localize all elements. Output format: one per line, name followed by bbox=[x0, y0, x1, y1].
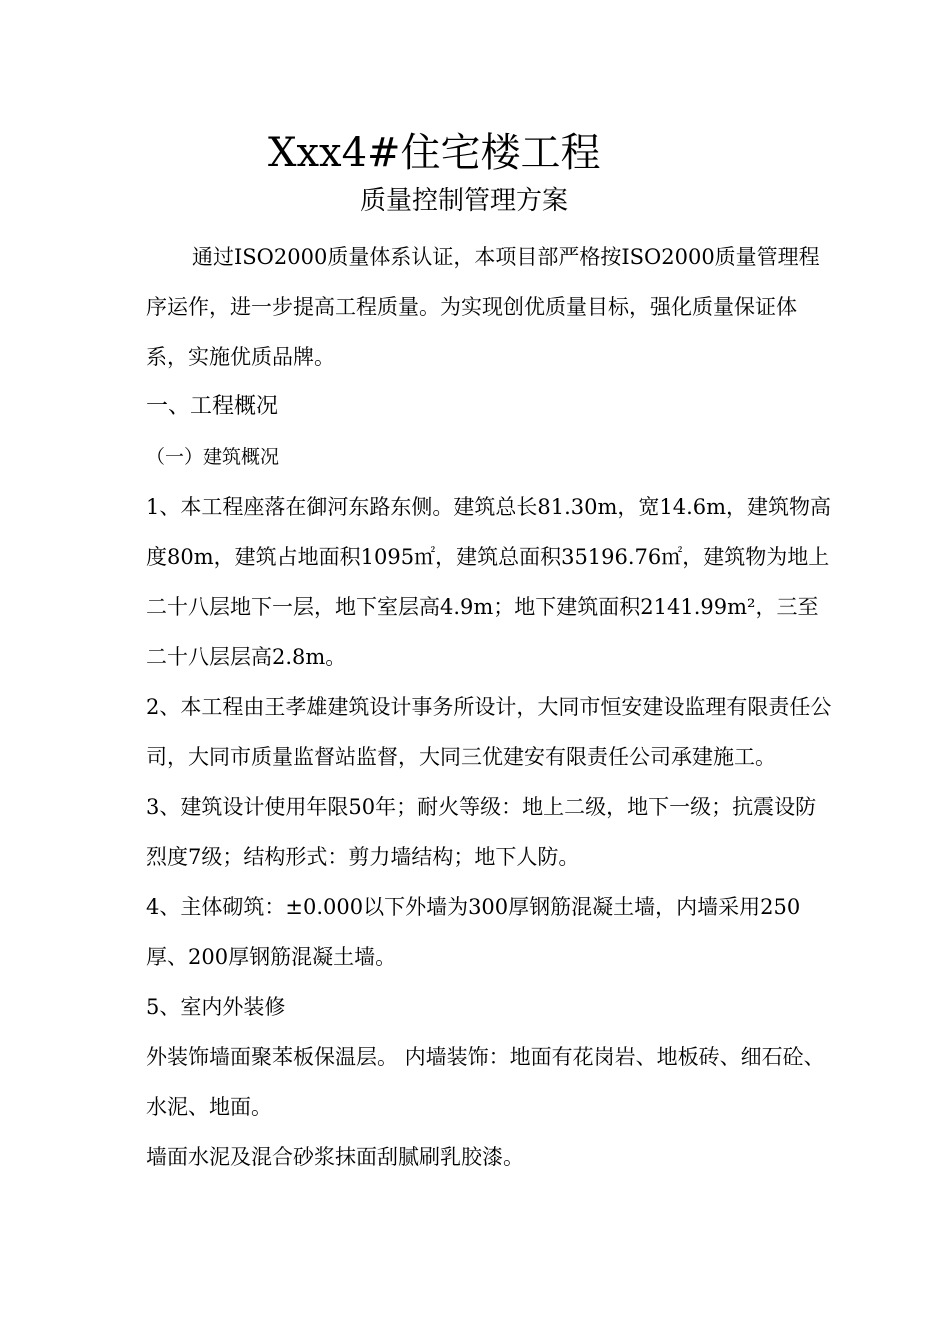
document-body bbox=[146, 232, 836, 1182]
paragraph-exterior-decoration: 外装饰墙面聚苯板保温层。 内墙装饰：地面有花岗岩、地板砖、细石砼、水泥、地面。 bbox=[146, 1045, 825, 1119]
paragraph-wall-finish: 墙面水泥及混合砂浆抹面刮腻刷乳胶漆。 bbox=[146, 1145, 524, 1169]
section-heading-overview: 一、工程概况 bbox=[146, 394, 279, 419]
paragraph-item-5: 5、室内外装修 bbox=[146, 995, 286, 1019]
paragraph-item-4: 4、主体砌筑：±0.000以下外墙为300厚钢筋混凝土墙，内墙采用250厚、200厚钢筋混凝土墙。 bbox=[146, 895, 801, 969]
intro-paragraph: 通过ISO2000质量体系认证，本项目部严格按ISO2000质量管理程序运作，进一步提高工程质量。为实现创优质量目标，强化质量保证体系，实施优质品牌。 bbox=[146, 245, 820, 369]
document-subtitle: 质量控制管理方案 bbox=[360, 186, 569, 216]
paragraph-item-1: 1、本工程座落在御河东路东侧。建筑总长81.30m，宽14.6m，建筑物高度80m，建筑占地面积1095㎡，建筑总面积35196.76㎡，建筑物为地上二十八层地下一层，地下室层高4.9m；地下建筑面积2141.99m²，三至二十八层层高2.8m。 bbox=[146, 495, 832, 669]
subsection-heading-building: （一）建筑概况 bbox=[146, 446, 280, 468]
document-title: Xxx4#住宅楼工程 bbox=[268, 130, 601, 176]
paragraph-item-3: 3、建筑设计使用年限50年；耐火等级：地上二级，地下一级；抗震设防烈度7级；结构形式：剪力墙结构；地下人防。 bbox=[146, 795, 817, 869]
paragraph-item-2: 2、本工程由王孝雄建筑设计事务所设计，大同市恒安建设监理有限责任公司，大同市质量监督站监督，大同三优建安有限责任公司承建施工。 bbox=[146, 695, 832, 769]
